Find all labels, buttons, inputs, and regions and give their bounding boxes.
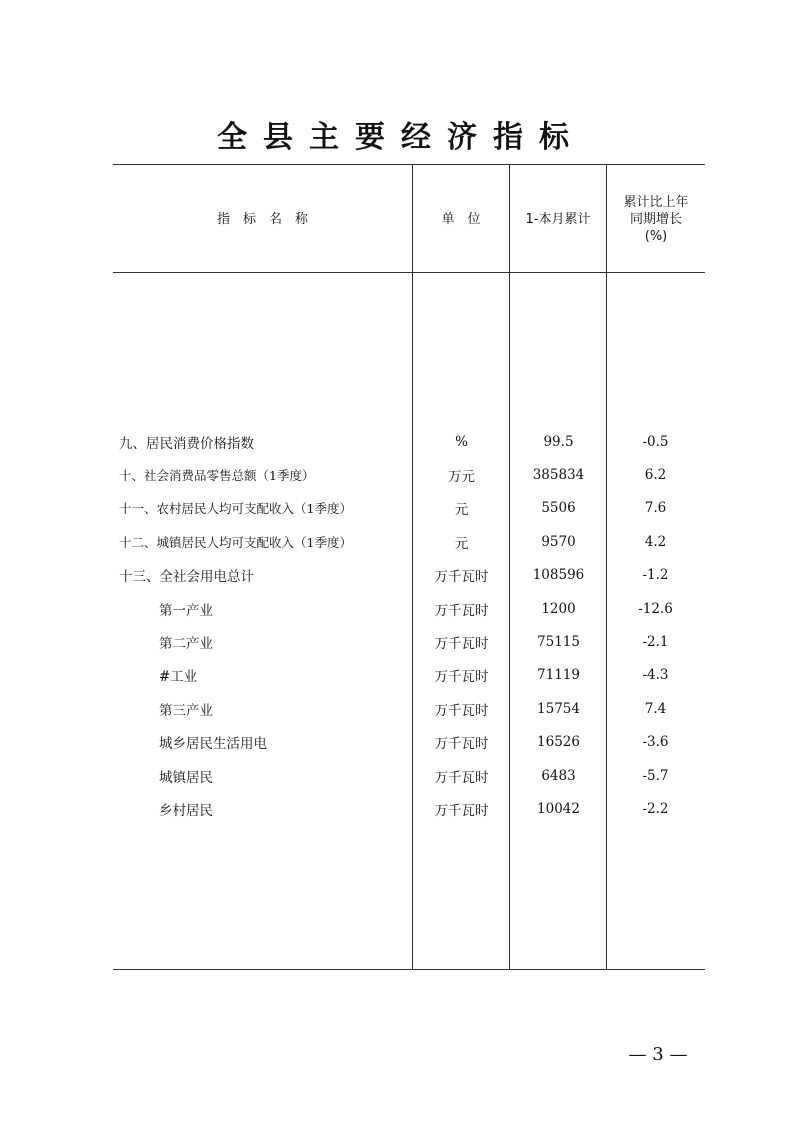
row-unit: 万千瓦时 bbox=[434, 802, 489, 819]
row-value: 5506 bbox=[541, 500, 576, 517]
row-value: 16526 bbox=[537, 734, 580, 751]
row-unit: 万千瓦时 bbox=[434, 769, 489, 786]
table-row bbox=[113, 625, 705, 658]
table-bottom-border bbox=[113, 969, 705, 970]
row-value: 99.5 bbox=[543, 433, 574, 450]
row-growth: -0.5 bbox=[642, 433, 669, 450]
row-name: 十一、农村居民人均可支配收入（1季度） bbox=[119, 501, 352, 517]
header-growth bbox=[607, 165, 705, 273]
table-row bbox=[113, 692, 705, 725]
row-unit: 万千瓦时 bbox=[434, 736, 489, 753]
row-name: 九、居民消费价格指数 bbox=[119, 435, 254, 452]
row-growth: -3.6 bbox=[642, 734, 669, 751]
header-growth-line2: 同期增长 bbox=[629, 211, 682, 227]
table-row bbox=[113, 525, 705, 558]
page-title: 全县主要经济指标 bbox=[217, 120, 585, 155]
row-name: #工业 bbox=[159, 669, 198, 686]
row-value: 75115 bbox=[537, 634, 580, 651]
table-row bbox=[113, 792, 705, 825]
row-unit: % bbox=[455, 433, 468, 450]
row-value: 15754 bbox=[537, 700, 580, 717]
table-row bbox=[113, 492, 705, 525]
table-body bbox=[113, 425, 705, 826]
row-growth: 4.2 bbox=[644, 533, 667, 550]
table-row bbox=[113, 659, 705, 692]
row-value: 385834 bbox=[532, 467, 585, 484]
table-row bbox=[113, 458, 705, 491]
row-unit: 万千瓦时 bbox=[434, 636, 489, 653]
row-value: 10042 bbox=[537, 800, 580, 817]
row-name: 第一产业 bbox=[159, 602, 213, 619]
row-unit: 元 bbox=[454, 502, 469, 519]
row-name: 十、社会消费品零售总额（1季度） bbox=[119, 468, 315, 484]
row-name: 城镇居民 bbox=[159, 769, 213, 786]
table-row bbox=[113, 425, 705, 458]
row-name: 城乡居民生活用电 bbox=[159, 736, 267, 753]
row-unit: 万千瓦时 bbox=[434, 702, 489, 719]
header-unit bbox=[413, 165, 509, 273]
row-growth: -4.3 bbox=[642, 667, 669, 684]
row-growth: -2.1 bbox=[642, 634, 669, 651]
row-growth: -5.7 bbox=[642, 767, 669, 784]
row-unit: 万元 bbox=[448, 469, 475, 486]
row-growth: -2.2 bbox=[642, 800, 669, 817]
table-row bbox=[113, 759, 705, 792]
header-growth-line1: 累计比上年 bbox=[623, 194, 689, 210]
row-value: 108596 bbox=[532, 567, 585, 584]
table-row bbox=[113, 559, 705, 592]
row-name: 第二产业 bbox=[159, 636, 213, 653]
row-value: 71119 bbox=[537, 667, 580, 684]
row-growth: -1.2 bbox=[642, 567, 669, 584]
row-unit: 万千瓦时 bbox=[434, 602, 489, 619]
header-growth-line3: (%) bbox=[644, 228, 668, 244]
header-name-label: 指 标 名 称 bbox=[216, 211, 308, 227]
row-unit: 元 bbox=[454, 535, 469, 552]
row-unit: 万千瓦时 bbox=[434, 669, 489, 686]
table-row bbox=[113, 726, 705, 759]
row-name: 第三产业 bbox=[159, 702, 213, 719]
row-value: 6483 bbox=[541, 767, 576, 784]
row-name: 十二、城镇居民人均可支配收入（1季度） bbox=[119, 534, 352, 550]
table-row bbox=[113, 592, 705, 625]
header-name bbox=[113, 165, 412, 273]
row-growth: -12.6 bbox=[638, 600, 673, 617]
header-cumulative-label: 1-本月累计 bbox=[525, 211, 591, 227]
row-name: 十三、全社会用电总计 bbox=[119, 569, 254, 586]
row-unit: 万千瓦时 bbox=[434, 569, 489, 586]
row-value: 1200 bbox=[541, 600, 576, 617]
row-growth: 6.2 bbox=[644, 467, 667, 484]
header-cumulative bbox=[510, 165, 606, 273]
header-unit-label: 单 位 bbox=[441, 211, 481, 227]
row-growth: 7.6 bbox=[644, 500, 667, 517]
row-name: 乡村居民 bbox=[159, 802, 213, 819]
row-growth: 7.4 bbox=[644, 700, 667, 717]
row-value: 9570 bbox=[541, 533, 576, 550]
page-number: — 3 — bbox=[628, 1044, 688, 1065]
